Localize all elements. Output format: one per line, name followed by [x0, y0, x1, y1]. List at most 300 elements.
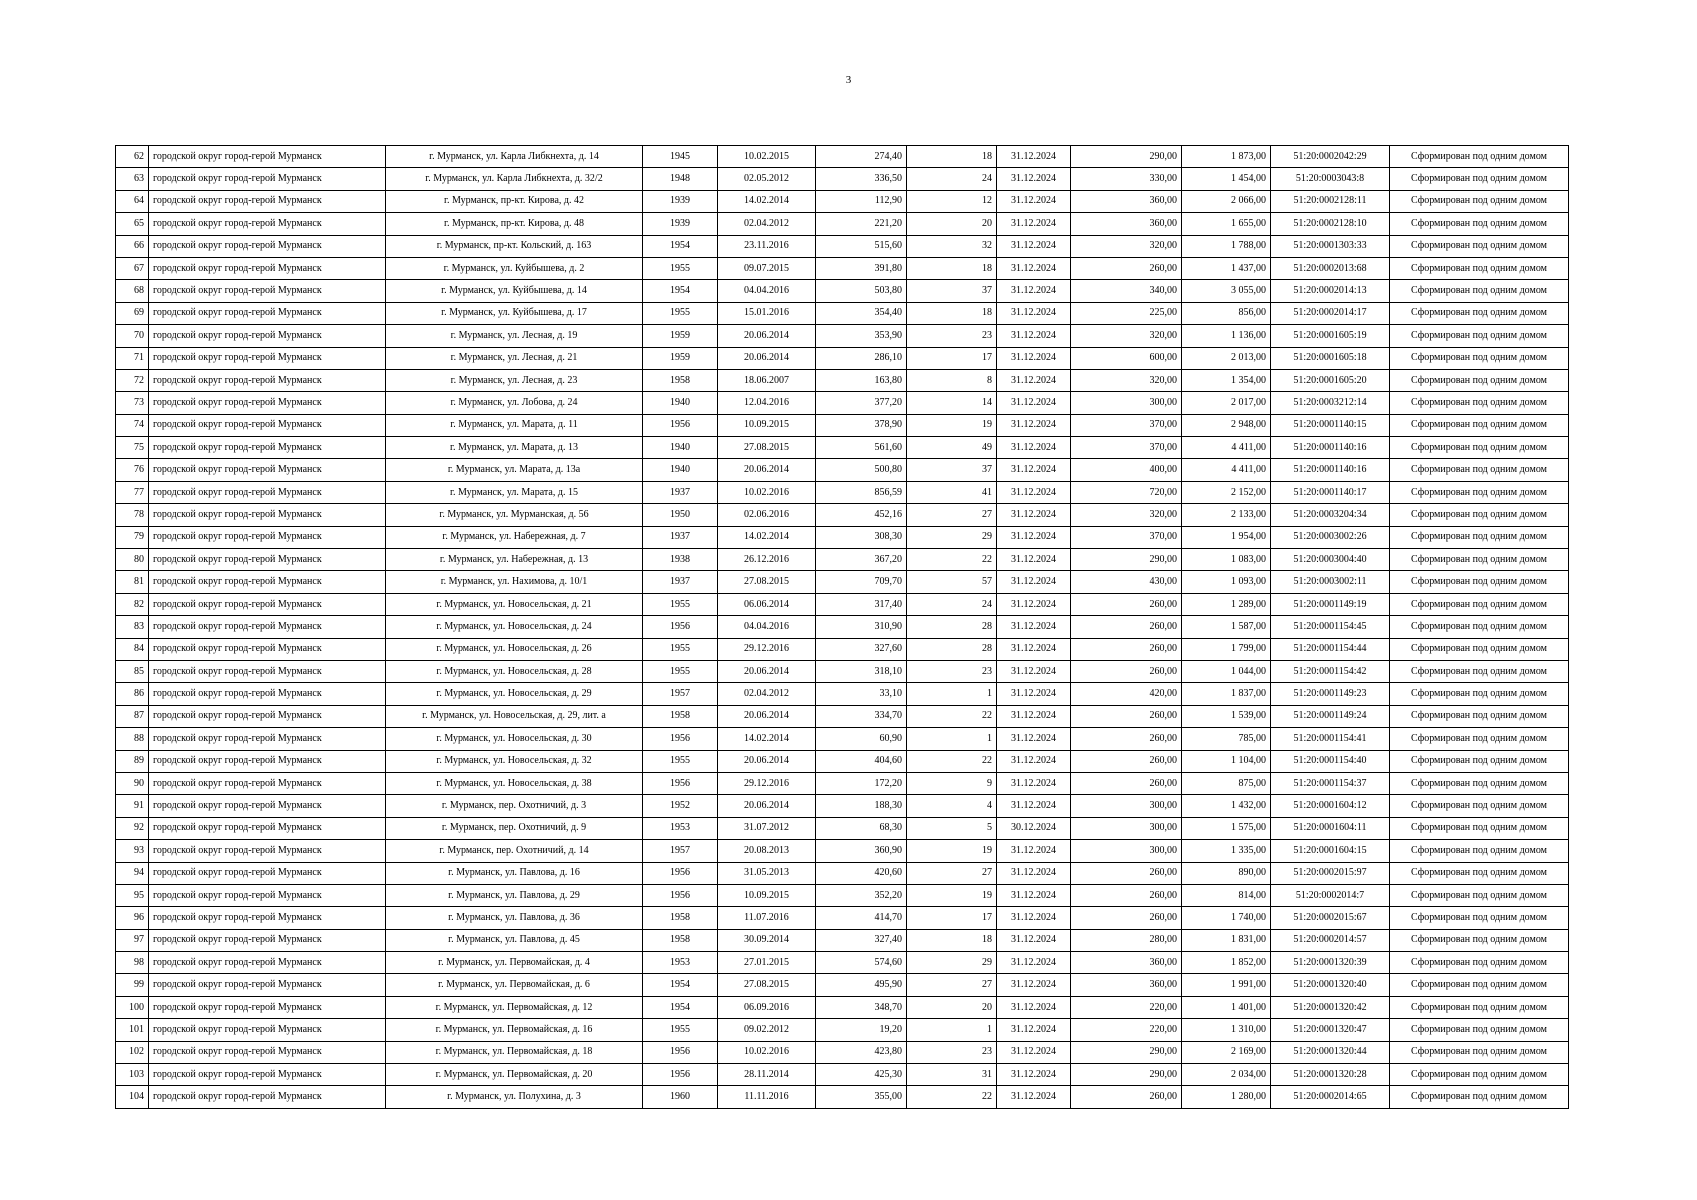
resettlement-deadline-cell: 31.12.2024	[997, 840, 1071, 862]
recognition-date-cell: 09.07.2015	[718, 257, 816, 279]
resettlement-deadline-cell: 31.12.2024	[997, 862, 1071, 884]
recognition-date-cell: 10.09.2015	[718, 414, 816, 436]
area-cell: 495,90	[816, 974, 907, 996]
price-cell: 290,00	[1071, 146, 1182, 168]
residents-cell: 23	[907, 660, 997, 682]
residents-cell: 37	[907, 459, 997, 481]
resettlement-deadline-cell: 31.12.2024	[997, 414, 1071, 436]
area-cell: 188,30	[816, 795, 907, 817]
resettlement-deadline-cell: 31.12.2024	[997, 772, 1071, 794]
land-status-cell: Сформирован под одним домом	[1390, 325, 1569, 347]
land-area-cell: 2 013,00	[1182, 347, 1271, 369]
price-cell: 290,00	[1071, 1064, 1182, 1086]
area-cell: 19,20	[816, 1019, 907, 1041]
address-cell: г. Мурманск, ул. Новосельская, д. 30	[386, 728, 643, 750]
row-number-cell: 97	[116, 929, 149, 951]
cadastral-number-cell: 51:20:0003002:26	[1271, 526, 1390, 548]
municipality-cell: городской округ город-герой Мурманск	[149, 593, 386, 615]
area-cell: 353,90	[816, 325, 907, 347]
recognition-date-cell: 27.08.2015	[718, 571, 816, 593]
address-cell: г. Мурманск, ул. Первомайская, д. 4	[386, 952, 643, 974]
recognition-date-cell: 02.04.2012	[718, 213, 816, 235]
address-cell: г. Мурманск, ул. Первомайская, д. 12	[386, 996, 643, 1018]
area-cell: 172,20	[816, 772, 907, 794]
row-number-cell: 71	[116, 347, 149, 369]
page-number: 3	[845, 74, 852, 86]
build-year-cell: 1956	[643, 414, 718, 436]
table-row	[116, 392, 1569, 414]
land-status-cell: Сформирован под одним домом	[1390, 437, 1569, 459]
resettlement-deadline-cell: 31.12.2024	[997, 616, 1071, 638]
price-cell: 260,00	[1071, 907, 1182, 929]
land-area-cell: 1 280,00	[1182, 1086, 1271, 1108]
residents-cell: 22	[907, 705, 997, 727]
housing-registry-table	[115, 145, 1569, 1109]
area-cell: 336,50	[816, 168, 907, 190]
build-year-cell: 1956	[643, 772, 718, 794]
land-area-cell: 2 169,00	[1182, 1041, 1271, 1063]
row-number-cell: 88	[116, 728, 149, 750]
land-area-cell: 2 034,00	[1182, 1064, 1271, 1086]
resettlement-deadline-cell: 31.12.2024	[997, 1019, 1071, 1041]
resettlement-deadline-cell: 31.12.2024	[997, 638, 1071, 660]
land-area-cell: 1 740,00	[1182, 907, 1271, 929]
area-cell: 112,90	[816, 190, 907, 212]
residents-cell: 49	[907, 437, 997, 459]
municipality-cell: городской округ город-герой Мурманск	[149, 392, 386, 414]
municipality-cell: городской округ город-герой Мурманск	[149, 571, 386, 593]
cadastral-number-cell: 51:20:0002015:97	[1271, 862, 1390, 884]
residents-cell: 41	[907, 481, 997, 503]
row-number-cell: 83	[116, 616, 149, 638]
table-row	[116, 683, 1569, 705]
residents-cell: 29	[907, 526, 997, 548]
price-cell: 280,00	[1071, 929, 1182, 951]
price-cell: 360,00	[1071, 952, 1182, 974]
land-status-cell: Сформирован под одним домом	[1390, 840, 1569, 862]
build-year-cell: 1955	[643, 257, 718, 279]
area-cell: 60,90	[816, 728, 907, 750]
table-row	[116, 616, 1569, 638]
row-number-cell: 93	[116, 840, 149, 862]
land-status-cell: Сформирован под одним домом	[1390, 952, 1569, 974]
municipality-cell: городской округ город-герой Мурманск	[149, 705, 386, 727]
residents-cell: 4	[907, 795, 997, 817]
resettlement-deadline-cell: 31.12.2024	[997, 481, 1071, 503]
address-cell: г. Мурманск, ул. Куйбышева, д. 14	[386, 280, 643, 302]
recognition-date-cell: 31.07.2012	[718, 817, 816, 839]
build-year-cell: 1954	[643, 974, 718, 996]
land-status-cell: Сформирован под одним домом	[1390, 481, 1569, 503]
residents-cell: 17	[907, 907, 997, 929]
recognition-date-cell: 10.09.2015	[718, 884, 816, 906]
municipality-cell: городской округ город-герой Мурманск	[149, 638, 386, 660]
address-cell: г. Мурманск, ул. Марата, д. 15	[386, 481, 643, 503]
cadastral-number-cell: 51:20:0003212:14	[1271, 392, 1390, 414]
land-status-cell: Сформирован под одним домом	[1390, 369, 1569, 391]
cadastral-number-cell: 51:20:0001154:41	[1271, 728, 1390, 750]
table-row	[116, 660, 1569, 682]
build-year-cell: 1955	[643, 593, 718, 615]
land-status-cell: Сформирован под одним домом	[1390, 929, 1569, 951]
table-row	[116, 907, 1569, 929]
land-status-cell: Сформирован под одним домом	[1390, 549, 1569, 571]
land-area-cell: 2 066,00	[1182, 190, 1271, 212]
residents-cell: 18	[907, 146, 997, 168]
resettlement-deadline-cell: 31.12.2024	[997, 190, 1071, 212]
land-area-cell: 890,00	[1182, 862, 1271, 884]
municipality-cell: городской округ город-герой Мурманск	[149, 929, 386, 951]
build-year-cell: 1955	[643, 302, 718, 324]
recognition-date-cell: 27.08.2015	[718, 437, 816, 459]
table-row	[116, 571, 1569, 593]
build-year-cell: 1958	[643, 929, 718, 951]
resettlement-deadline-cell: 31.12.2024	[997, 974, 1071, 996]
residents-cell: 24	[907, 168, 997, 190]
table-row	[116, 369, 1569, 391]
price-cell: 260,00	[1071, 884, 1182, 906]
row-number-cell: 92	[116, 817, 149, 839]
municipality-cell: городской округ город-герой Мурманск	[149, 884, 386, 906]
recognition-date-cell: 20.06.2014	[718, 795, 816, 817]
municipality-cell: городской округ город-герой Мурманск	[149, 840, 386, 862]
land-area-cell: 1 354,00	[1182, 369, 1271, 391]
land-status-cell: Сформирован под одним домом	[1390, 705, 1569, 727]
residents-cell: 32	[907, 235, 997, 257]
land-area-cell: 2 017,00	[1182, 392, 1271, 414]
address-cell: г. Мурманск, ул. Марата, д. 11	[386, 414, 643, 436]
resettlement-deadline-cell: 31.12.2024	[997, 907, 1071, 929]
land-area-cell: 1 575,00	[1182, 817, 1271, 839]
residents-cell: 19	[907, 884, 997, 906]
build-year-cell: 1957	[643, 840, 718, 862]
land-area-cell: 1 852,00	[1182, 952, 1271, 974]
residents-cell: 18	[907, 302, 997, 324]
land-area-cell: 1 289,00	[1182, 593, 1271, 615]
address-cell: г. Мурманск, ул. Первомайская, д. 6	[386, 974, 643, 996]
row-number-cell: 103	[116, 1064, 149, 1086]
recognition-date-cell: 02.04.2012	[718, 683, 816, 705]
resettlement-deadline-cell: 31.12.2024	[997, 929, 1071, 951]
municipality-cell: городской округ город-герой Мурманск	[149, 280, 386, 302]
build-year-cell: 1954	[643, 235, 718, 257]
table-row	[116, 1064, 1569, 1086]
land-status-cell: Сформирован под одним домом	[1390, 638, 1569, 660]
municipality-cell: городской округ город-герой Мурманск	[149, 257, 386, 279]
municipality-cell: городской округ город-герой Мурманск	[149, 459, 386, 481]
residents-cell: 18	[907, 929, 997, 951]
resettlement-deadline-cell: 31.12.2024	[997, 280, 1071, 302]
area-cell: 452,16	[816, 504, 907, 526]
table-row	[116, 235, 1569, 257]
land-area-cell: 4 411,00	[1182, 437, 1271, 459]
municipality-cell: городской округ город-герой Мурманск	[149, 325, 386, 347]
land-area-cell: 1 788,00	[1182, 235, 1271, 257]
price-cell: 320,00	[1071, 325, 1182, 347]
row-number-cell: 101	[116, 1019, 149, 1041]
land-area-cell: 1 401,00	[1182, 996, 1271, 1018]
land-status-cell: Сформирован под одним домом	[1390, 1064, 1569, 1086]
residents-cell: 28	[907, 616, 997, 638]
build-year-cell: 1937	[643, 481, 718, 503]
table-row	[116, 638, 1569, 660]
land-status-cell: Сформирован под одним домом	[1390, 213, 1569, 235]
recognition-date-cell: 20.06.2014	[718, 347, 816, 369]
table-row	[116, 414, 1569, 436]
cadastral-number-cell: 51:20:0001605:20	[1271, 369, 1390, 391]
land-status-cell: Сформирован под одним домом	[1390, 571, 1569, 593]
cadastral-number-cell: 51:20:0001605:18	[1271, 347, 1390, 369]
residents-cell: 24	[907, 593, 997, 615]
area-cell: 561,60	[816, 437, 907, 459]
price-cell: 420,00	[1071, 683, 1182, 705]
resettlement-deadline-cell: 30.12.2024	[997, 817, 1071, 839]
row-number-cell: 96	[116, 907, 149, 929]
land-area-cell: 1 432,00	[1182, 795, 1271, 817]
address-cell: г. Мурманск, ул. Полухина, д. 3	[386, 1086, 643, 1108]
table-row	[116, 146, 1569, 168]
resettlement-deadline-cell: 31.12.2024	[997, 593, 1071, 615]
table-row	[116, 190, 1569, 212]
recognition-date-cell: 18.06.2007	[718, 369, 816, 391]
area-cell: 354,40	[816, 302, 907, 324]
price-cell: 430,00	[1071, 571, 1182, 593]
row-number-cell: 69	[116, 302, 149, 324]
municipality-cell: городской округ город-герой Мурманск	[149, 190, 386, 212]
table-row	[116, 302, 1569, 324]
price-cell: 260,00	[1071, 638, 1182, 660]
area-cell: 420,60	[816, 862, 907, 884]
cadastral-number-cell: 51:20:0001149:19	[1271, 593, 1390, 615]
table-row	[116, 862, 1569, 884]
price-cell: 260,00	[1071, 1086, 1182, 1108]
residents-cell: 12	[907, 190, 997, 212]
table-row	[116, 257, 1569, 279]
area-cell: 574,60	[816, 952, 907, 974]
address-cell: г. Мурманск, ул. Лесная, д. 21	[386, 347, 643, 369]
build-year-cell: 1937	[643, 526, 718, 548]
row-number-cell: 102	[116, 1041, 149, 1063]
table-row	[116, 817, 1569, 839]
municipality-cell: городской округ город-герой Мурманск	[149, 817, 386, 839]
recognition-date-cell: 29.12.2016	[718, 772, 816, 794]
cadastral-number-cell: 51:20:0001320:42	[1271, 996, 1390, 1018]
area-cell: 391,80	[816, 257, 907, 279]
table-row	[116, 347, 1569, 369]
address-cell: г. Мурманск, ул. Карла Либкнехта, д. 32/2	[386, 168, 643, 190]
cadastral-number-cell: 51:20:0001604:12	[1271, 795, 1390, 817]
residents-cell: 22	[907, 750, 997, 772]
cadastral-number-cell: 51:20:0003204:34	[1271, 504, 1390, 526]
price-cell: 370,00	[1071, 437, 1182, 459]
residents-cell: 27	[907, 974, 997, 996]
area-cell: 334,70	[816, 705, 907, 727]
address-cell: г. Мурманск, пер. Охотничий, д. 14	[386, 840, 643, 862]
build-year-cell: 1960	[643, 1086, 718, 1108]
cadastral-number-cell: 51:20:0003043:8	[1271, 168, 1390, 190]
address-cell: г. Мурманск, ул. Нахимова, д. 10/1	[386, 571, 643, 593]
cadastral-number-cell: 51:20:0001303:33	[1271, 235, 1390, 257]
resettlement-deadline-cell: 31.12.2024	[997, 213, 1071, 235]
land-status-cell: Сформирован под одним домом	[1390, 235, 1569, 257]
price-cell: 360,00	[1071, 190, 1182, 212]
area-cell: 404,60	[816, 750, 907, 772]
municipality-cell: городской округ город-герой Мурманск	[149, 213, 386, 235]
resettlement-deadline-cell: 31.12.2024	[997, 705, 1071, 727]
address-cell: г. Мурманск, ул. Лобова, д. 24	[386, 392, 643, 414]
cadastral-number-cell: 51:20:0002014:17	[1271, 302, 1390, 324]
price-cell: 220,00	[1071, 1019, 1182, 1041]
price-cell: 260,00	[1071, 616, 1182, 638]
cadastral-number-cell: 51:20:0002128:11	[1271, 190, 1390, 212]
residents-cell: 18	[907, 257, 997, 279]
recognition-date-cell: 28.11.2014	[718, 1064, 816, 1086]
land-area-cell: 2 152,00	[1182, 481, 1271, 503]
cadastral-number-cell: 51:20:0001320:44	[1271, 1041, 1390, 1063]
resettlement-deadline-cell: 31.12.2024	[997, 146, 1071, 168]
land-area-cell: 1 083,00	[1182, 549, 1271, 571]
price-cell: 260,00	[1071, 257, 1182, 279]
address-cell: г. Мурманск, ул. Павлова, д. 16	[386, 862, 643, 884]
address-cell: г. Мурманск, пр-кт. Кольский, д. 163	[386, 235, 643, 257]
land-area-cell: 1 873,00	[1182, 146, 1271, 168]
resettlement-deadline-cell: 31.12.2024	[997, 302, 1071, 324]
table-row	[116, 795, 1569, 817]
cadastral-number-cell: 51:20:0001140:16	[1271, 437, 1390, 459]
table-row	[116, 974, 1569, 996]
land-status-cell: Сформирован под одним домом	[1390, 660, 1569, 682]
land-area-cell: 3 055,00	[1182, 280, 1271, 302]
land-status-cell: Сформирован под одним домом	[1390, 884, 1569, 906]
build-year-cell: 1940	[643, 437, 718, 459]
price-cell: 320,00	[1071, 235, 1182, 257]
area-cell: 327,60	[816, 638, 907, 660]
address-cell: г. Мурманск, пер. Охотничий, д. 9	[386, 817, 643, 839]
row-number-cell: 75	[116, 437, 149, 459]
area-cell: 286,10	[816, 347, 907, 369]
table-row	[116, 1086, 1569, 1108]
area-cell: 221,20	[816, 213, 907, 235]
price-cell: 360,00	[1071, 213, 1182, 235]
price-cell: 260,00	[1071, 593, 1182, 615]
table-row	[116, 996, 1569, 1018]
municipality-cell: городской округ город-герой Мурманск	[149, 504, 386, 526]
land-status-cell: Сформирован под одним домом	[1390, 996, 1569, 1018]
price-cell: 300,00	[1071, 392, 1182, 414]
build-year-cell: 1956	[643, 1041, 718, 1063]
table-row	[116, 213, 1569, 235]
table-row	[116, 459, 1569, 481]
address-cell: г. Мурманск, ул. Новосельская, д. 21	[386, 593, 643, 615]
price-cell: 290,00	[1071, 1041, 1182, 1063]
price-cell: 260,00	[1071, 862, 1182, 884]
build-year-cell: 1940	[643, 459, 718, 481]
resettlement-deadline-cell: 31.12.2024	[997, 1041, 1071, 1063]
land-area-cell: 856,00	[1182, 302, 1271, 324]
residents-cell: 37	[907, 280, 997, 302]
land-area-cell: 1 104,00	[1182, 750, 1271, 772]
area-cell: 709,70	[816, 571, 907, 593]
build-year-cell: 1956	[643, 1064, 718, 1086]
row-number-cell: 99	[116, 974, 149, 996]
row-number-cell: 91	[116, 795, 149, 817]
land-status-cell: Сформирован под одним домом	[1390, 526, 1569, 548]
municipality-cell: городской округ город-герой Мурманск	[149, 750, 386, 772]
area-cell: 317,40	[816, 593, 907, 615]
price-cell: 360,00	[1071, 974, 1182, 996]
row-number-cell: 90	[116, 772, 149, 794]
land-status-cell: Сформирован под одним домом	[1390, 862, 1569, 884]
recognition-date-cell: 04.04.2016	[718, 280, 816, 302]
recognition-date-cell: 27.01.2015	[718, 952, 816, 974]
municipality-cell: городской округ город-герой Мурманск	[149, 302, 386, 324]
land-area-cell: 1 655,00	[1182, 213, 1271, 235]
row-number-cell: 86	[116, 683, 149, 705]
build-year-cell: 1956	[643, 728, 718, 750]
resettlement-deadline-cell: 31.12.2024	[997, 168, 1071, 190]
address-cell: г. Мурманск, ул. Новосельская, д. 24	[386, 616, 643, 638]
build-year-cell: 1950	[643, 504, 718, 526]
row-number-cell: 84	[116, 638, 149, 660]
price-cell: 260,00	[1071, 728, 1182, 750]
table-row	[116, 728, 1569, 750]
row-number-cell: 68	[116, 280, 149, 302]
recognition-date-cell: 26.12.2016	[718, 549, 816, 571]
residents-cell: 19	[907, 840, 997, 862]
area-cell: 33,10	[816, 683, 907, 705]
recognition-date-cell: 20.06.2014	[718, 325, 816, 347]
land-status-cell: Сформирован под одним домом	[1390, 795, 1569, 817]
recognition-date-cell: 27.08.2015	[718, 974, 816, 996]
municipality-cell: городской округ город-герой Мурманск	[149, 907, 386, 929]
build-year-cell: 1945	[643, 146, 718, 168]
row-number-cell: 80	[116, 549, 149, 571]
cadastral-number-cell: 51:20:0001149:23	[1271, 683, 1390, 705]
land-area-cell: 814,00	[1182, 884, 1271, 906]
address-cell: г. Мурманск, ул. Павлова, д. 36	[386, 907, 643, 929]
build-year-cell: 1955	[643, 1019, 718, 1041]
area-cell: 423,80	[816, 1041, 907, 1063]
area-cell: 348,70	[816, 996, 907, 1018]
row-number-cell: 95	[116, 884, 149, 906]
municipality-cell: городской округ город-герой Мурманск	[149, 996, 386, 1018]
land-area-cell: 875,00	[1182, 772, 1271, 794]
row-number-cell: 62	[116, 146, 149, 168]
row-number-cell: 72	[116, 369, 149, 391]
address-cell: г. Мурманск, пр-кт. Кирова, д. 48	[386, 213, 643, 235]
recognition-date-cell: 10.02.2016	[718, 481, 816, 503]
cadastral-number-cell: 51:20:0001320:39	[1271, 952, 1390, 974]
land-area-cell: 1 539,00	[1182, 705, 1271, 727]
land-status-cell: Сформирован под одним домом	[1390, 974, 1569, 996]
area-cell: 327,40	[816, 929, 907, 951]
land-status-cell: Сформирован под одним домом	[1390, 1086, 1569, 1108]
recognition-date-cell: 31.05.2013	[718, 862, 816, 884]
area-cell: 378,90	[816, 414, 907, 436]
recognition-date-cell: 14.02.2014	[718, 526, 816, 548]
land-status-cell: Сформирован под одним домом	[1390, 302, 1569, 324]
municipality-cell: городской округ город-герой Мурманск	[149, 1064, 386, 1086]
resettlement-deadline-cell: 31.12.2024	[997, 996, 1071, 1018]
land-area-cell: 1 093,00	[1182, 571, 1271, 593]
cadastral-number-cell: 51:20:0001140:17	[1271, 481, 1390, 503]
row-number-cell: 74	[116, 414, 149, 436]
land-area-cell: 4 411,00	[1182, 459, 1271, 481]
cadastral-number-cell: 51:20:0001320:47	[1271, 1019, 1390, 1041]
price-cell: 400,00	[1071, 459, 1182, 481]
land-status-cell: Сформирован под одним домом	[1390, 728, 1569, 750]
row-number-cell: 100	[116, 996, 149, 1018]
